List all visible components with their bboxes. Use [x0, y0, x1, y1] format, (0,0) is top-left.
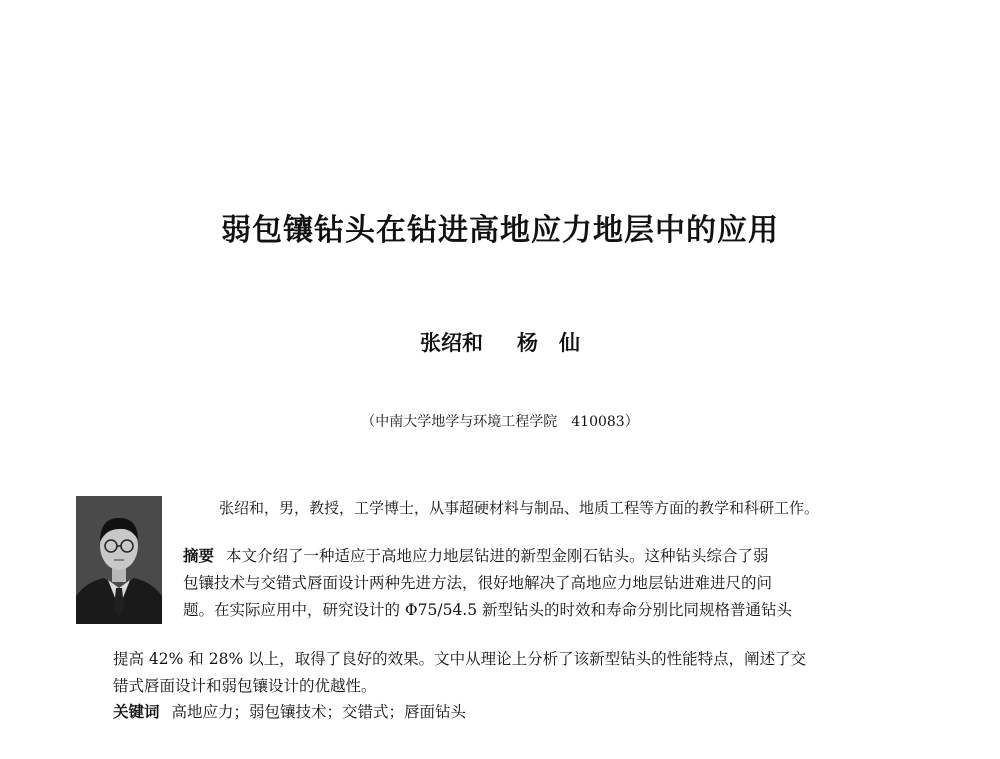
abstract-line: 提高 42% 和 28% 以上，取得了良好的效果。文中从理论上分析了该新型钻头的性能特点，阐述了交 [113, 650, 807, 668]
keywords-text: 高地应力；弱包镶技术；交错式；唇面钻头 [171, 703, 467, 721]
author-photo [76, 496, 162, 624]
abstract-line: 包镶技术与交错式唇面设计两种先进方法，很好地解决了高地应力地层钻进难进尺的问 [183, 574, 773, 592]
abstract-line: 本文介绍了一种适应于高地应力地层钻进的新型金刚石钻头。这种钻头综合了弱 [226, 547, 769, 565]
author-name: 张绍和 [420, 331, 483, 355]
author-list [0, 327, 1000, 357]
abstract-continued [113, 646, 873, 700]
affiliation: （中南大学地学与环境工程学院 410083） [361, 414, 639, 430]
author-bio: 张绍和，男，教授，工学博士，从事超硬材料与制品、地质工程等方面的教学和科研工作。 [219, 499, 820, 517]
abstract-line: 题。在实际应用中，研究设计的 Φ75/54.5 新型钻头的时效和寿命分别比同规格普通钻头 [183, 601, 793, 619]
author-name: 杨 仙 [517, 331, 580, 355]
abstract-line: 错式唇面设计和弱包镶设计的优越性。 [113, 677, 377, 695]
abstract-label: 摘要 [183, 547, 215, 565]
keywords-label: 关键词 [113, 703, 160, 721]
paper-title: 弱包镶钻头在钻进高地应力地层中的应用 [221, 213, 779, 248]
keywords [113, 700, 466, 722]
abstract [183, 543, 873, 624]
